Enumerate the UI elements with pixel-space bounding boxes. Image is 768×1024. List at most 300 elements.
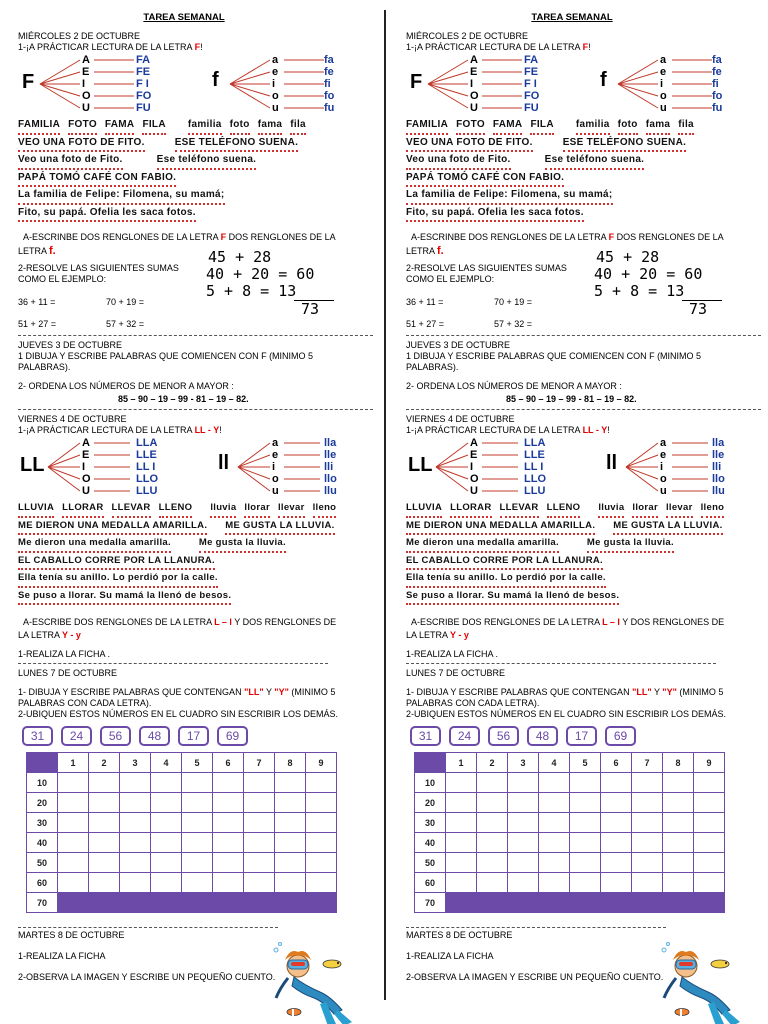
grid-cell[interactable]	[244, 853, 275, 873]
fri-task1r: 1-REALIZA LA FICHA .	[406, 649, 499, 659]
fan-vowel: E	[82, 66, 90, 78]
fan-syllable: llo	[712, 473, 725, 485]
fan-vowel: u	[272, 102, 279, 114]
fan-vowel: O	[470, 473, 479, 485]
thu-numbers: 85 – 90 – 19 – 99 - 81 – 19 – 82.	[506, 394, 637, 404]
fan-vowel: U	[82, 102, 90, 114]
grid-cell[interactable]	[570, 873, 601, 893]
worksheet-right	[388, 0, 768, 1024]
grid-cell[interactable]	[446, 813, 477, 833]
grid-cell[interactable]	[182, 813, 213, 833]
grid-cell[interactable]	[306, 833, 337, 853]
grid-row	[27, 813, 337, 833]
grid-cell[interactable]	[244, 873, 275, 893]
grid-cell[interactable]	[508, 873, 539, 893]
read-line: La familia de Felipe: Filomena, su mamá;	[406, 187, 758, 205]
fan-lines-lower	[208, 436, 368, 498]
mon-date: LUNES 7 DE OCTUBRE	[18, 668, 118, 678]
mon-task2: 2-UBIQUEN ESTOS NÚMEROS EN EL CUADRO SIN ESCRIBIR LOS DEMÁS.	[18, 709, 339, 719]
fri-task1: 1-¡A PRÁCTICAR LECTURA DE LA LETRA LL - Y!	[18, 425, 222, 435]
grid-row-header: 60	[415, 873, 446, 893]
sum-item: 70 + 19 =	[494, 297, 533, 307]
grid-cell[interactable]	[58, 813, 89, 833]
separator	[18, 927, 278, 928]
fan-lines-upper	[18, 53, 178, 115]
grid-cell[interactable]	[508, 833, 539, 853]
grid-cell[interactable]	[182, 773, 213, 793]
grid-col-header: 4	[151, 753, 182, 773]
grid-cell[interactable]	[663, 813, 694, 833]
grid-cell[interactable]	[213, 873, 244, 893]
grid-cell[interactable]	[539, 813, 570, 833]
sum-example: 45 + 28 40 + 20 = 60 5 + 8 = 13 73	[206, 249, 334, 318]
fan-syllable: llo	[324, 473, 337, 485]
separator	[406, 409, 761, 410]
thu-task2: 2- ORDENA LOS NÚMEROS DE MENOR A MAYOR :	[406, 381, 622, 391]
read-line: Me dieron una medalla amarilla. Me gusta la lluvia.	[18, 535, 370, 553]
fan-lines-upper	[406, 53, 566, 115]
grid-cell[interactable]	[446, 793, 477, 813]
grid-cell[interactable]	[694, 813, 725, 833]
grid-cell[interactable]	[306, 793, 337, 813]
grid-cell[interactable]	[570, 833, 601, 853]
mon-task1-b: PALABRAS CON CADA LETRA).	[406, 698, 540, 708]
reading-block-ll	[406, 500, 758, 605]
grid-cell[interactable]	[446, 873, 477, 893]
separator	[406, 927, 666, 928]
grid-col-header: 3	[508, 753, 539, 773]
sum-item: 36 + 11 =	[406, 297, 444, 307]
grid-cell[interactable]	[120, 833, 151, 853]
grid-cell[interactable]	[663, 853, 694, 873]
read-line: Veo una foto de Fito. Ese teléfono suena.	[406, 152, 758, 170]
grid-cell[interactable]	[508, 793, 539, 813]
grid-cell[interactable]	[663, 793, 694, 813]
fan-syllable: LLO	[524, 473, 546, 485]
grid-cell[interactable]	[120, 873, 151, 893]
grid-cell[interactable]	[694, 873, 725, 893]
grid-cell[interactable]	[58, 773, 89, 793]
fan-vowel: E	[470, 66, 478, 78]
fan-vowel: I	[470, 461, 474, 473]
fan-syllable: llu	[712, 485, 725, 497]
grid-cell[interactable]	[601, 773, 632, 793]
thu-task2: 2- ORDENA LOS NÚMEROS DE MENOR A MAYOR :	[18, 381, 234, 391]
fan-syllable: fi	[712, 78, 719, 90]
read-line: Fito, su papá. Ofelia les saca fotos.	[18, 205, 370, 223]
fan-syllable: FE	[524, 66, 539, 78]
grid-cell[interactable]	[632, 853, 663, 873]
fan-syllable: LLE	[136, 449, 157, 461]
fri-date: VIERNES 4 DE OCTUBRE	[406, 414, 515, 424]
read-line: PAPÁ TOMÓ CAFÉ CON FABIO.	[18, 170, 370, 188]
grid-cell[interactable]	[89, 813, 120, 833]
fan-vowel: O	[82, 90, 91, 102]
read-line: Ella tenía su anillo. Lo perdió por la calle.	[406, 570, 758, 588]
fan-lines-lower	[596, 436, 756, 498]
sum-item: 57 + 32 =	[106, 319, 145, 329]
grid-col-header: 8	[663, 753, 694, 773]
grid-cell[interactable]	[508, 813, 539, 833]
tue-task1: 1-REALIZA LA FICHA	[406, 951, 494, 961]
thu-task1-b: PALABRAS).	[406, 362, 459, 372]
fan-vowel: e	[272, 449, 279, 461]
center-divider	[384, 10, 386, 1000]
grid-cell[interactable]	[508, 853, 539, 873]
grid-cell[interactable]	[58, 873, 89, 893]
fan-syllable: lli	[324, 461, 334, 473]
grid-cell[interactable]	[151, 853, 182, 873]
fan-syllable: LLO	[136, 473, 158, 485]
grid-cell[interactable]	[694, 793, 725, 813]
grid-cell[interactable]	[182, 793, 213, 813]
read-line: Se puso a llorar. Su mamá la llenó de besos.	[18, 588, 370, 606]
grid-cell[interactable]	[151, 873, 182, 893]
fan-big-upper: F	[410, 71, 423, 93]
wed-taskA-2: LETRA f.	[18, 245, 56, 257]
number-box: 48	[527, 726, 558, 746]
grid-cell[interactable]	[306, 853, 337, 873]
fan-syllable: F I	[136, 78, 149, 90]
grid-corner	[415, 753, 446, 773]
reading-block-f	[406, 117, 758, 222]
grid-cell[interactable]	[275, 813, 306, 833]
grid-row	[415, 793, 725, 813]
fan-vowel: a	[660, 54, 667, 66]
grid-cell[interactable]	[89, 773, 120, 793]
grid-cell[interactable]	[182, 873, 213, 893]
number-box: 24	[449, 726, 480, 746]
grid-cell[interactable]	[508, 773, 539, 793]
grid-cell[interactable]	[151, 833, 182, 853]
number-box: 69	[605, 726, 636, 746]
grid-row-header: 60	[27, 873, 58, 893]
grid-cell[interactable]	[58, 853, 89, 873]
fan-syllable: F I	[524, 78, 537, 90]
read-line: VEO UNA FOTO DE FITO. ESE TELÉFONO SUENA.	[18, 135, 370, 153]
grid-cell[interactable]	[477, 773, 508, 793]
grid-cell[interactable]	[539, 793, 570, 813]
tue-date: MARTES 8 DE OCTUBRE	[18, 930, 125, 940]
grid-cell[interactable]	[601, 833, 632, 853]
fan-vowel: i	[272, 461, 276, 473]
sum-example: 45 + 28 40 + 20 = 60 5 + 8 = 13 73	[594, 249, 722, 318]
grid-cell[interactable]	[539, 773, 570, 793]
wed-taskA-2: LETRA f.	[406, 245, 444, 257]
grid-row-header: 20	[27, 793, 58, 813]
grid-cell[interactable]	[213, 773, 244, 793]
grid-cell[interactable]	[570, 813, 601, 833]
fan-vowel: u	[660, 102, 667, 114]
read-line: FAMILIA FOTO FAMA FILA familia foto fama fila	[406, 117, 758, 135]
fan-syllable: FU	[136, 102, 151, 114]
fan-syllable: LL I	[136, 461, 156, 473]
reading-block-ll	[18, 500, 370, 605]
fan-big-lower: f	[600, 69, 607, 91]
mon-task1-b: PALABRAS CON CADA LETRA).	[18, 698, 152, 708]
grid-cell[interactable]	[58, 893, 337, 913]
wed-task2: 2-RESOLVE LAS SIGUIENTES SUMAS	[406, 263, 567, 273]
diver-illustration	[268, 940, 358, 1024]
fan-big-lower: ll	[606, 452, 618, 474]
grid-cell[interactable]	[632, 873, 663, 893]
grid-row-header: 40	[27, 833, 58, 853]
grid-col-header: 1	[446, 753, 477, 773]
read-line: LLUVIA LLORAR LLEVAR LLENO lluvia llorar llevar lleno	[406, 500, 758, 518]
grid-row-header: 10	[415, 773, 446, 793]
fan-syllable: FE	[136, 66, 151, 78]
read-line: Fito, su papá. Ofelia les saca fotos.	[406, 205, 758, 223]
grid-cell[interactable]	[58, 833, 89, 853]
tue-task2: 2-OBSERVA LA IMAGEN Y ESCRIBE UN PEQUEÑO CUENTO.	[18, 972, 276, 982]
grid-cell[interactable]	[539, 853, 570, 873]
fan-syllable: fi	[324, 78, 331, 90]
grid-cell[interactable]	[446, 833, 477, 853]
number-box: 48	[139, 726, 170, 746]
fan-vowel: E	[82, 449, 90, 461]
grid-cell[interactable]	[446, 773, 477, 793]
number-box: 17	[566, 726, 597, 746]
grid-cell[interactable]	[663, 873, 694, 893]
grid-row-header: 20	[415, 793, 446, 813]
grid-cell[interactable]	[663, 833, 694, 853]
grid-cell[interactable]	[601, 873, 632, 893]
grid-cell[interactable]	[306, 873, 337, 893]
grid-cell[interactable]	[694, 773, 725, 793]
grid-row	[415, 893, 725, 913]
fan-syllable: lla	[712, 437, 725, 449]
grid-cell[interactable]	[446, 893, 725, 913]
grid-cell[interactable]	[244, 793, 275, 813]
wed-task1: 1-¡A PRÁCTICAR LECTURA DE LA LETRA F!	[406, 42, 591, 52]
grid-col-header: 9	[694, 753, 725, 773]
grid-cell[interactable]	[89, 793, 120, 813]
grid-cell[interactable]	[120, 853, 151, 873]
grid-cell[interactable]	[275, 833, 306, 853]
fan-vowel: e	[272, 66, 279, 78]
grid-cell[interactable]	[182, 833, 213, 853]
grid-col-header: 7	[244, 753, 275, 773]
fan-vowel: o	[272, 90, 279, 102]
grid-cell[interactable]	[663, 773, 694, 793]
thu-task1: 1 DIBUJA Y ESCRIBE PALABRAS QUE COMIENCEN CON F (MINIMO 5	[18, 351, 314, 361]
read-line: Veo una foto de Fito. Ese teléfono suena.	[18, 152, 370, 170]
grid-row	[415, 773, 725, 793]
fan-vowel: i	[660, 78, 664, 90]
reading-block-f	[18, 117, 370, 222]
grid-row-header: 10	[27, 773, 58, 793]
fan-vowel: A	[470, 437, 478, 449]
grid-cell[interactable]	[601, 813, 632, 833]
fan-syllable: fe	[712, 66, 722, 78]
tue-task2: 2-OBSERVA LA IMAGEN Y ESCRIBE UN PEQUEÑO CUENTO.	[406, 972, 664, 982]
grid-cell[interactable]	[244, 813, 275, 833]
grid-cell[interactable]	[477, 813, 508, 833]
grid-cell[interactable]	[694, 853, 725, 873]
wed-task1: 1-¡A PRÁCTICAR LECTURA DE LA LETRA F!	[18, 42, 203, 52]
fan-syllable: FO	[524, 90, 540, 102]
fan-syllable: FU	[524, 102, 539, 114]
thu-date: JUEVES 3 DE OCTUBRE	[18, 340, 123, 350]
fan-vowel: e	[660, 66, 667, 78]
sum-item: 51 + 27 =	[406, 319, 445, 329]
grid-row-header: 50	[27, 853, 58, 873]
grid-cell[interactable]	[601, 793, 632, 813]
fan-syllable: LL I	[524, 461, 544, 473]
sum-item: 36 + 11 =	[18, 297, 56, 307]
fan-vowel: o	[660, 473, 667, 485]
fan-vowel: O	[470, 90, 479, 102]
fan-vowel: a	[660, 437, 667, 449]
grid-cell[interactable]	[570, 793, 601, 813]
grid-cell[interactable]	[213, 833, 244, 853]
fan-vowel: a	[272, 437, 279, 449]
fan-syllable: fu	[324, 102, 335, 114]
read-line: PAPÁ TOMÓ CAFÉ CON FABIO.	[406, 170, 758, 188]
fan-vowel: I	[82, 461, 86, 473]
grid-cell[interactable]	[275, 853, 306, 873]
fri-task1: 1-¡A PRÁCTICAR LECTURA DE LA LETRA LL - Y!	[406, 425, 610, 435]
fan-syllable: LLE	[524, 449, 545, 461]
fan-vowel: U	[82, 485, 90, 497]
grid-cell[interactable]	[120, 793, 151, 813]
grid-cell[interactable]	[477, 873, 508, 893]
grid-col-header: 3	[120, 753, 151, 773]
grid-col-header: 9	[306, 753, 337, 773]
grid-cell[interactable]	[694, 833, 725, 853]
grid-cell[interactable]	[477, 853, 508, 873]
grid-cell[interactable]	[275, 873, 306, 893]
grid-cell[interactable]	[570, 853, 601, 873]
fan-syllable: lla	[324, 437, 337, 449]
grid-col-header: 5	[182, 753, 213, 773]
fan-syllable: LLU	[136, 485, 158, 497]
separator	[18, 663, 328, 664]
number-grid	[414, 752, 725, 913]
wed-task2: 2-RESOLVE LAS SIGUIENTES SUMAS	[18, 263, 179, 273]
grid-cell[interactable]	[539, 833, 570, 853]
grid-row-header: 30	[415, 813, 446, 833]
number-boxes	[410, 726, 758, 746]
grid-col-header: 1	[58, 753, 89, 773]
grid-cell[interactable]	[632, 813, 663, 833]
grid-cell[interactable]	[213, 813, 244, 833]
separator	[18, 409, 373, 410]
grid-row	[27, 853, 337, 873]
wed-taskA: A-ESCRINBE DOS RENGLONES DE LA LETRA F DOS RENGLONES DE LA	[23, 232, 336, 242]
fri-taskA-2: LA LETRA Y - y	[406, 630, 469, 640]
grid-cell[interactable]	[275, 773, 306, 793]
grid-cell[interactable]	[213, 853, 244, 873]
grid-cell[interactable]	[570, 773, 601, 793]
grid-cell[interactable]	[275, 793, 306, 813]
fan-vowel: e	[660, 449, 667, 461]
grid-cell[interactable]	[477, 833, 508, 853]
diver-illustration	[656, 940, 746, 1024]
grid-cell[interactable]	[244, 773, 275, 793]
fan-syllable: LLA	[524, 437, 546, 449]
fan-syllable: fe	[324, 66, 334, 78]
grid-cell[interactable]	[477, 793, 508, 813]
grid-row	[27, 873, 337, 893]
fan-syllable: FA	[136, 54, 151, 66]
grid-cell[interactable]	[182, 853, 213, 873]
tue-task1: 1-REALIZA LA FICHA	[18, 951, 106, 961]
thu-task1-b: PALABRAS).	[18, 362, 71, 372]
grid-cell[interactable]	[632, 773, 663, 793]
fan-vowel: u	[272, 485, 279, 497]
fan-big-lower: ll	[218, 452, 230, 474]
fan-vowel: A	[470, 54, 478, 66]
separator	[18, 335, 373, 336]
grid-col-header: 7	[632, 753, 663, 773]
grid-cell[interactable]	[632, 793, 663, 813]
grid-cell[interactable]	[446, 853, 477, 873]
sum-item: 70 + 19 =	[106, 297, 145, 307]
fri-task1r: 1-REALIZA LA FICHA .	[18, 649, 111, 659]
fan-syllable: FO	[136, 90, 152, 102]
fan-syllable: lle	[324, 449, 337, 461]
grid-row-header: 70	[27, 893, 58, 913]
grid-row-header: 70	[415, 893, 446, 913]
grid-row-header: 50	[415, 853, 446, 873]
grid-cell[interactable]	[89, 853, 120, 873]
fri-taskA-2: LA LETRA Y - y	[18, 630, 81, 640]
grid-cell[interactable]	[120, 813, 151, 833]
worksheet-title: TAREA SEMANAL	[143, 12, 225, 23]
grid-cell[interactable]	[539, 873, 570, 893]
grid-col-header: 6	[601, 753, 632, 773]
fan-vowel: i	[272, 78, 276, 90]
read-line: La familia de Felipe: Filomena, su mamá;	[18, 187, 370, 205]
grid-row-header: 30	[27, 813, 58, 833]
fan-syllable: LLU	[524, 485, 546, 497]
grid-cell[interactable]	[632, 833, 663, 853]
grid-cell[interactable]	[151, 773, 182, 793]
grid-row	[27, 773, 337, 793]
wed-task2-b: COMO EL EJEMPLO:	[18, 274, 107, 284]
grid-cell[interactable]	[213, 793, 244, 813]
fan-syllable: lle	[712, 449, 725, 461]
grid-cell[interactable]	[89, 873, 120, 893]
fan-syllable: FA	[524, 54, 539, 66]
grid-cell[interactable]	[151, 813, 182, 833]
grid-cell[interactable]	[89, 833, 120, 853]
grid-cell[interactable]	[58, 793, 89, 813]
fan-syllable: fo	[324, 90, 335, 102]
fan-vowel: U	[470, 102, 478, 114]
grid-col-header: 8	[275, 753, 306, 773]
number-box: 24	[61, 726, 92, 746]
read-line: ME DIERON UNA MEDALLA AMARILLA. ME GUSTA LA LLUVIA.	[406, 518, 758, 536]
grid-row-header: 40	[415, 833, 446, 853]
grid-cell[interactable]	[601, 853, 632, 873]
fri-date: VIERNES 4 DE OCTUBRE	[18, 414, 127, 424]
grid-cell[interactable]	[306, 813, 337, 833]
grid-cell[interactable]	[306, 773, 337, 793]
grid-cell[interactable]	[120, 773, 151, 793]
fan-syllable: llu	[324, 485, 337, 497]
grid-cell[interactable]	[244, 833, 275, 853]
grid-row	[415, 833, 725, 853]
fan-vowel: I	[82, 78, 86, 90]
tue-date: MARTES 8 DE OCTUBRE	[406, 930, 513, 940]
grid-row	[27, 793, 337, 813]
number-box: 56	[100, 726, 131, 746]
grid-row	[415, 813, 725, 833]
grid-cell[interactable]	[151, 793, 182, 813]
grid-col-header: 5	[570, 753, 601, 773]
